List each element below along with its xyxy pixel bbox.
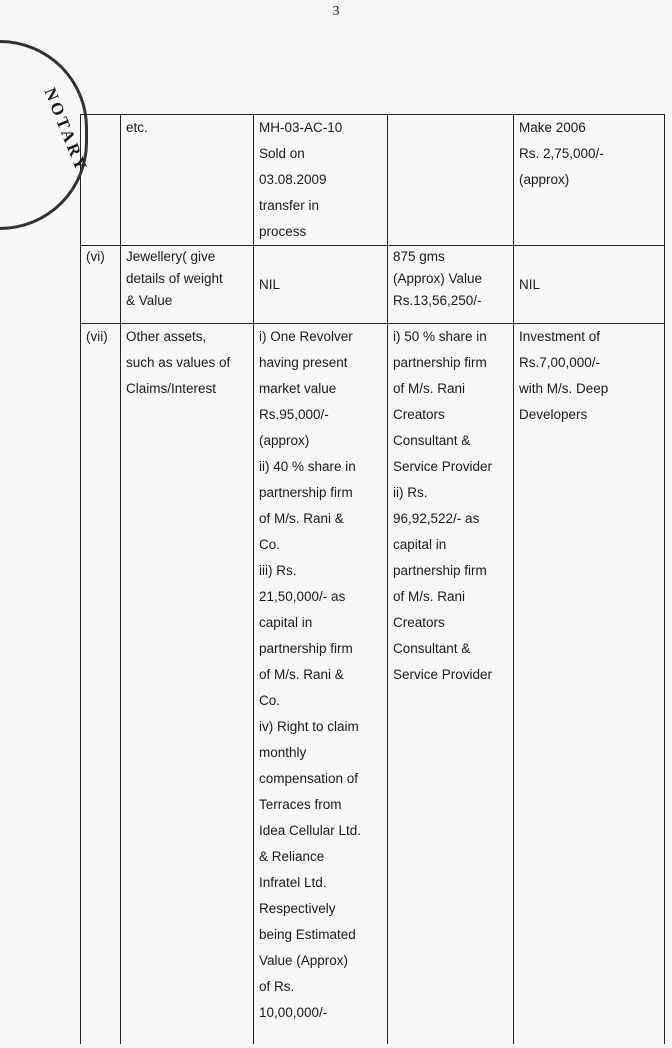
cell-line: ii) 40 % share in [259, 459, 356, 474]
item-cell [121, 246, 254, 324]
cell-line: Other assets, [126, 329, 207, 344]
cell-line: with M/s. Deep [519, 381, 609, 396]
value-cell [254, 115, 388, 246]
cell-line: 10,00,000/- [259, 1005, 328, 1020]
value-cell [514, 246, 665, 324]
cell-line: Infratel Ltd. [259, 875, 327, 890]
cell-line: Consultant & [393, 641, 471, 656]
table-row [81, 246, 665, 324]
cell-line: compensation of [259, 771, 359, 786]
cell-line: (approx) [259, 433, 310, 448]
cell-line: being Estimated [259, 927, 356, 942]
cell-line: Co. [259, 693, 281, 708]
cell-line: of M/s. Rani & [259, 667, 344, 682]
cell-line: 21,50,000/- as [259, 589, 346, 604]
cell-line: having present [259, 355, 348, 370]
cell-line: MH-03-AC-10 [259, 120, 343, 135]
item-cell [121, 115, 254, 246]
cell-line: capital in [259, 615, 313, 630]
cell-line: details of weight [126, 271, 223, 286]
cell-line: NIL [519, 276, 541, 292]
value-cell [254, 324, 388, 1044]
cell-line: Idea Cellular Ltd. [259, 823, 362, 838]
cell-line: Rs.95,000/- [259, 407, 329, 422]
cell-line: (Approx) Value [393, 271, 483, 286]
assets-table [80, 114, 665, 1044]
cell-line: Sold on [259, 146, 305, 161]
value-cell [514, 115, 665, 246]
cell-line: partnership firm [259, 641, 353, 656]
cell-line: Investment of [519, 329, 601, 344]
cell-line: Rs. 2,75,000/- [519, 146, 604, 161]
cell-line: of M/s. Rani & [259, 511, 344, 526]
value-cell [388, 115, 514, 246]
notary-stamp-text: NOTARY [40, 85, 92, 176]
row-number: (vii) [81, 324, 121, 1044]
cell-line: of M/s. Rani [393, 381, 466, 396]
row-number: (vi) [81, 246, 121, 324]
cell-line: NIL [259, 276, 281, 292]
cell-line: & Reliance [259, 849, 325, 864]
value-cell [514, 324, 665, 1044]
cell-line: i) 50 % share in [393, 329, 487, 344]
cell-line: iii) Rs. [259, 563, 297, 578]
page-number: 3 [332, 4, 340, 19]
cell-line: Rs.7,00,000/- [519, 355, 601, 370]
cell-line: Terraces from [259, 797, 342, 812]
cell-line: Developers [519, 407, 588, 422]
cell-line: Respectively [259, 901, 336, 916]
cell-line: etc. [126, 120, 148, 135]
value-cell [388, 246, 514, 324]
item-cell [121, 324, 254, 1044]
cell-line: Jewellery( give [126, 249, 216, 264]
cell-line: Creators [393, 615, 445, 630]
cell-line: Service Provider [393, 667, 493, 682]
cell-line: Claims/Interest [126, 381, 217, 396]
cell-line: Make 2006 [519, 120, 586, 135]
cell-line: Rs.13,56,250/- [393, 293, 482, 308]
cell-line: transfer in [259, 198, 320, 213]
cell-line: of Rs. [259, 979, 295, 994]
cell-line: Service Provider [393, 459, 493, 474]
value-cell [388, 324, 514, 1044]
value-cell [254, 246, 388, 324]
cell-line: Value (Approx) [259, 953, 349, 968]
cell-line: Co. [259, 537, 281, 552]
cell-line: capital in [393, 537, 447, 552]
cell-line: process [259, 224, 307, 239]
cell-line: partnership firm [393, 563, 487, 578]
cell-line: Creators [393, 407, 445, 422]
cell-line: (approx) [519, 172, 570, 187]
cell-line: such as values of [126, 355, 231, 370]
cell-line: & Value [126, 293, 173, 308]
cell-line: 03.08.2009 [259, 172, 327, 187]
cell-line: iv) Right to claim [259, 719, 359, 734]
cell-line: ii) Rs. [393, 485, 428, 500]
cell-line: partnership firm [259, 485, 353, 500]
cell-line: of M/s. Rani [393, 589, 466, 604]
table-row [81, 115, 665, 246]
table-row [81, 324, 665, 1044]
cell-line: 96,92,522/- as [393, 511, 480, 526]
cell-line: Consultant & [393, 433, 471, 448]
cell-line: monthly [259, 745, 307, 760]
cell-line: i) One Revolver [259, 329, 353, 344]
cell-line: market value [259, 381, 337, 396]
cell-line: 875 gms [393, 249, 445, 264]
cell-line: partnership firm [393, 355, 487, 370]
